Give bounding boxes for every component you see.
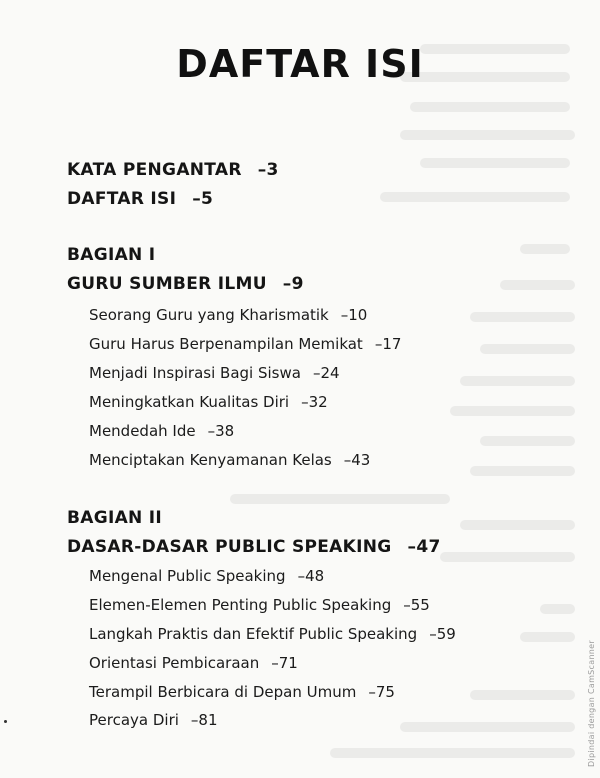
toc-entry-page: –43: [343, 451, 371, 469]
toc-entry-page: –71: [271, 654, 298, 672]
toc-entry-title: Seorang Guru yang Kharismatik: [89, 306, 329, 324]
toc-entry-title: Meningkatkan Kualitas Diri: [89, 393, 290, 411]
toc-entry-page: –32: [301, 393, 328, 411]
toc-subentry[interactable]: [89, 683, 395, 701]
toc-entry-title: Menjadi Inspirasi Bagi Siswa: [89, 364, 301, 382]
toc-entry-page: –10: [340, 306, 368, 324]
part-label: BAGIAN II: [67, 508, 163, 528]
toc-subentry[interactable]: [89, 596, 430, 614]
toc-entry-page: –59: [429, 625, 456, 643]
toc-entry-title: KATA PENGANTAR: [67, 160, 242, 180]
toc-entry-page: –55: [403, 596, 430, 614]
toc-entry-title: Percaya Diri: [89, 711, 179, 729]
toc-entry-daftar-isi[interactable]: [67, 189, 213, 209]
toc-subentry[interactable]: [89, 451, 370, 469]
toc-entry-title: Elemen-Elemen Penting Public Speaking: [89, 596, 392, 614]
part-label: BAGIAN I: [67, 245, 156, 265]
toc-entry-page: –5: [192, 189, 214, 209]
toc-subentry[interactable]: [89, 625, 456, 643]
toc-subentry[interactable]: [89, 711, 218, 729]
scan-speck: [4, 720, 7, 723]
toc-entry-title: Langkah Praktis dan Efektif Public Speaking: [89, 625, 418, 643]
toc-entry-title: Guru Harus Berpenampilan Memikat: [89, 335, 363, 353]
toc-entry-page: –75: [368, 683, 395, 701]
toc-entry-page: –38: [207, 422, 235, 440]
toc-entry-title: Orientasi Pembicaraan: [89, 654, 260, 672]
part-title-entry[interactable]: [67, 537, 441, 557]
part-title-entry[interactable]: [67, 274, 304, 294]
toc-subentry[interactable]: [89, 335, 401, 353]
toc-entry-page: –47: [407, 537, 441, 557]
toc-entry-kata-pengantar[interactable]: [67, 160, 279, 180]
toc-entry-title: DAFTAR ISI: [67, 189, 177, 209]
toc-subentry[interactable]: [89, 364, 340, 382]
toc-entry-page: –3: [257, 160, 279, 180]
toc-entry-title: Mengenal Public Speaking: [89, 567, 286, 585]
toc-entry-page: –24: [312, 364, 340, 382]
toc-entry-title: Mendedah Ide: [89, 422, 196, 440]
toc-entry-title: Menciptakan Kenyamanan Kelas: [89, 451, 332, 469]
toc-entry-page: –17: [374, 335, 402, 353]
page-title: DAFTAR ISI: [176, 42, 424, 86]
scanner-watermark: Dipindai dengan CamScanner: [587, 640, 596, 767]
toc-entry-page: –81: [190, 711, 218, 729]
toc-entry-page: –48: [297, 567, 325, 585]
toc-subentry[interactable]: [89, 306, 367, 324]
toc-subentry[interactable]: [89, 422, 234, 440]
toc-entry-title: DASAR-DASAR PUBLIC SPEAKING: [67, 537, 392, 557]
toc-entry-title: GURU SUMBER ILMU: [67, 274, 267, 294]
toc-subentry[interactable]: [89, 654, 298, 672]
toc-subentry[interactable]: [89, 567, 324, 585]
toc-entry-page: –9: [282, 274, 304, 294]
toc-entry-title: Terampil Berbicara di Depan Umum: [89, 683, 357, 701]
toc-subentry[interactable]: [89, 393, 328, 411]
